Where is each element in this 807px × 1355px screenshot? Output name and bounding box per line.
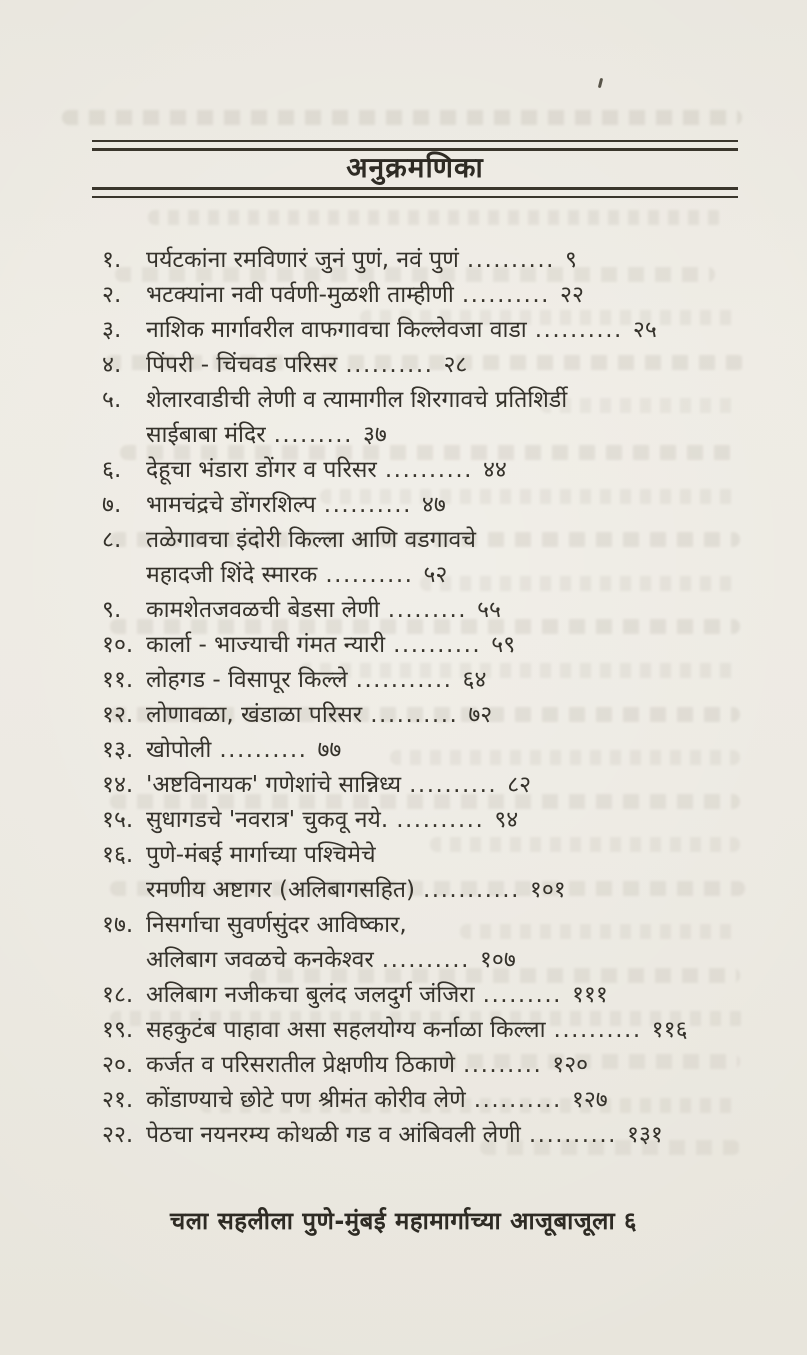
- toc-entry-title-line: पुणे-मंबई मार्गाच्या पश्चिमेचे: [146, 842, 376, 868]
- dot-leader: ..........: [345, 352, 434, 378]
- toc-entry-text: [146, 1083, 750, 1118]
- toc-entry-title-line: भटक्यांना नवी पर्वणी-मुळशी ताम्हीणी: [146, 282, 454, 308]
- toc-entry-number: १०.: [102, 632, 134, 658]
- toc-entry-text: [146, 313, 750, 348]
- toc-entry-text: [146, 908, 750, 978]
- toc-entry-number: १८.: [102, 982, 134, 1008]
- toc-entry-number: ८.: [102, 527, 122, 553]
- dot-leader: ..........: [396, 807, 485, 833]
- toc-entry-title-line: कामशेतजवळची बेडसा लेणी: [146, 597, 380, 623]
- dot-leader: ..........: [384, 457, 473, 483]
- toc-entry-title-line: 'अष्टविनायक' गणेशांचे सान्निध्य: [146, 772, 402, 798]
- dot-leader: ..........: [381, 947, 470, 973]
- toc-entry: [102, 698, 750, 733]
- toc-entry: [102, 663, 750, 698]
- toc-entry: [102, 1013, 750, 1048]
- toc-entry-title-line: लोहगड - विसापूर किल्ले: [146, 667, 348, 693]
- toc-page-number: १३१: [626, 1122, 663, 1148]
- dot-leader: .........: [387, 597, 468, 623]
- toc-entry-number: १६.: [102, 842, 134, 868]
- toc-entry: [102, 1083, 750, 1118]
- toc-page-number: ७७: [317, 737, 342, 763]
- toc-entry-title-line: अलिबाग नजीकचा बुलंद जलदुर्ग जंजिरा: [146, 982, 475, 1008]
- toc-entry-text: [146, 1048, 750, 1083]
- dot-leader: ..........: [553, 1017, 642, 1043]
- toc-entry: [102, 488, 750, 523]
- toc-entry-title-line: भामचंद्रचे डोंगरशिल्प: [146, 492, 316, 518]
- toc-entry-text: [146, 733, 750, 768]
- header-rule-bottom-thick: [92, 187, 738, 190]
- dot-leader: ..........: [461, 282, 550, 308]
- toc-entry: [102, 838, 750, 908]
- toc-entry-number: २.: [102, 282, 122, 308]
- toc-entry-title-line: कोंडाण्याचे छोटे पण श्रीमंत कोरीव लेणे: [146, 1087, 466, 1113]
- toc-entry-text: [146, 383, 750, 453]
- toc-entry-title-line: रमणीय अष्टागर (अलिबागसहित): [146, 877, 415, 903]
- toc-entry-number: १.: [102, 247, 122, 273]
- toc-entry-text: [146, 803, 750, 838]
- ink-speck-artifact: [598, 78, 603, 88]
- toc-page-number: २८: [443, 352, 468, 378]
- toc-entry: [102, 1048, 750, 1083]
- toc-entry-title-line: तळेगावचा इंदोरी किल्ला आणि वडगावचे: [146, 527, 476, 553]
- toc-entry-number: ४.: [102, 352, 122, 378]
- dot-leader: .........: [482, 982, 562, 1008]
- toc-entry: [102, 313, 750, 348]
- toc-page-number: ५५: [477, 597, 502, 623]
- toc-entry-text: [146, 523, 750, 593]
- dot-leader: ..........: [473, 1087, 562, 1113]
- toc-entry: [102, 383, 750, 453]
- toc-entry-title-line: पर्यटकांना रमविणारं जुनं पुणं, नवं पुणं: [146, 247, 459, 273]
- toc-entry-title-line: खोपोली: [146, 737, 212, 763]
- toc-page-number: १२७: [571, 1087, 608, 1113]
- toc-entry-number: ६.: [102, 457, 122, 483]
- toc-page-number: ७२: [468, 702, 493, 728]
- dot-leader: ..........: [370, 702, 459, 728]
- toc-entry: [102, 523, 750, 593]
- toc-entry-text: [146, 663, 750, 698]
- toc-entry-number: १२.: [102, 702, 134, 728]
- toc-entry: [102, 768, 750, 803]
- toc-entry-text: [146, 1118, 750, 1153]
- dot-leader: ..........: [323, 492, 412, 518]
- toc-entry-title-line: नाशिक मार्गावरील वाफगावचा किल्लेवजा वाडा: [146, 317, 527, 343]
- toc-page-number: १११: [571, 982, 608, 1008]
- toc-entry-text: [146, 1013, 750, 1048]
- toc-entry-text: [146, 978, 750, 1013]
- toc-page-number: १०१: [529, 877, 566, 903]
- toc-entry-text: [146, 243, 750, 278]
- toc-page-number: ५२: [423, 562, 448, 588]
- toc-entry: [102, 243, 750, 278]
- toc-page-number: ६४: [462, 667, 487, 693]
- toc-page-number: २२: [560, 282, 584, 308]
- toc-entry-title-line: पेठचा नयनरम्य कोथळी गड व आंबिवली लेणी: [146, 1122, 521, 1148]
- toc-entry: [102, 278, 750, 313]
- toc-page-number: २५: [632, 317, 657, 343]
- toc-entry: [102, 453, 750, 488]
- toc-entry-number: २२.: [102, 1122, 134, 1148]
- toc-entry-text: [146, 453, 750, 488]
- toc-entry-number: १३.: [102, 737, 134, 763]
- toc-entry-number: २०.: [102, 1052, 134, 1078]
- toc-page-number: ५९: [491, 632, 516, 658]
- table-of-contents: [102, 243, 750, 1153]
- toc-entry-title-line: सहकुटंब पाहावा असा सहलयोग्य कर्नाळा किल्ला: [146, 1017, 546, 1043]
- toc-page-number: ९४: [494, 807, 519, 833]
- dot-leader: ..........: [325, 562, 414, 588]
- toc-entry-text: [146, 838, 750, 908]
- dot-leader: ..........: [393, 632, 482, 658]
- toc-entry-text: [146, 593, 750, 628]
- dot-leader: ...........: [355, 667, 453, 693]
- toc-entry-number: १४.: [102, 772, 134, 798]
- toc-entry-number: १९.: [102, 1017, 134, 1043]
- toc-entry-number: ७.: [102, 492, 122, 518]
- header-rule-bottom-thin: [92, 196, 738, 198]
- toc-entry-number: २१.: [102, 1087, 134, 1113]
- toc-entry-number: ९.: [102, 597, 122, 623]
- toc-entry-text: [146, 348, 750, 383]
- toc-entry-text: [146, 628, 750, 663]
- toc-page-number: १०७: [479, 947, 516, 973]
- toc-entry-title-line: अलिबाग जवळचे कनकेश्वर: [146, 947, 374, 973]
- toc-page-number: ११६: [651, 1017, 688, 1043]
- bleedthrough-artifact: [62, 110, 742, 125]
- toc-entry-title-line: कर्जत व परिसरातील प्रेक्षणीय ठिकाणे: [146, 1052, 455, 1078]
- toc-entry-text: [146, 278, 750, 313]
- toc-page-number: ८२: [507, 772, 532, 798]
- dot-leader: ..........: [534, 317, 623, 343]
- toc-entry-text: [146, 488, 750, 523]
- dot-leader: ..........: [466, 247, 555, 273]
- toc-entry-number: ५.: [102, 387, 122, 413]
- toc-entry: [102, 978, 750, 1013]
- toc-entry-title-line: लोणावळा, खंडाळा परिसर: [146, 702, 363, 728]
- dot-leader: .........: [462, 1052, 543, 1078]
- toc-entry-title-line: सुधागडचे 'नवरात्र' चुकवू नये.: [146, 807, 389, 833]
- toc-entry: [102, 628, 750, 663]
- toc-entry-number: १७.: [102, 912, 134, 938]
- toc-entry-number: १५.: [102, 807, 134, 833]
- page-footer: चला सहलीला पुणे-मुंबई महामार्गाच्या आजूबाजूला ६: [169, 1207, 637, 1235]
- toc-page-number: ४४: [482, 457, 507, 483]
- toc-entry-number: ११.: [102, 667, 134, 693]
- page-title: अनुक्रमणिका: [346, 151, 484, 184]
- toc-entry: [102, 803, 750, 838]
- toc-entry-title-line: पिंपरी - चिंचवड परिसर: [146, 352, 338, 378]
- toc-page-number: १२०: [552, 1052, 589, 1078]
- dot-leader: ..........: [528, 1122, 617, 1148]
- toc-page-number: ९: [565, 247, 577, 273]
- toc-entry-text: [146, 698, 750, 733]
- toc-entry: [102, 593, 750, 628]
- toc-entry-title-line: देहूचा भंडारा डोंगर व परिसर: [146, 457, 377, 483]
- toc-entry-title-line: साईबाबा मंदिर: [146, 422, 266, 448]
- dot-leader: ..........: [219, 737, 308, 763]
- toc-page-number: ४७: [421, 492, 446, 518]
- toc-entry-title-line: शेलारवाडीची लेणी व त्यामागील शिरगावचे प्रतिशिर्डी: [146, 387, 568, 413]
- toc-entry-number: ३.: [102, 317, 122, 343]
- toc-page-number: ३७: [362, 422, 387, 448]
- dot-leader: ...........: [422, 877, 520, 903]
- dot-leader: .........: [273, 422, 353, 448]
- dot-leader: ..........: [409, 772, 498, 798]
- bleedthrough-artifact: [148, 210, 723, 225]
- toc-entry-title-line: निसर्गाचा सुवर्णसुंदर आविष्कार,: [146, 912, 407, 938]
- header-rule-top-thin: [92, 140, 738, 142]
- toc-entry-title-line: महादजी शिंदे स्मारक: [146, 562, 318, 588]
- toc-entry-text: [146, 768, 750, 803]
- toc-entry: [102, 348, 750, 383]
- toc-entry: [102, 1118, 750, 1153]
- toc-entry-title-line: कार्ला - भाज्याची गंमत न्यारी: [146, 632, 386, 658]
- toc-entry: [102, 908, 750, 978]
- toc-entry: [102, 733, 750, 768]
